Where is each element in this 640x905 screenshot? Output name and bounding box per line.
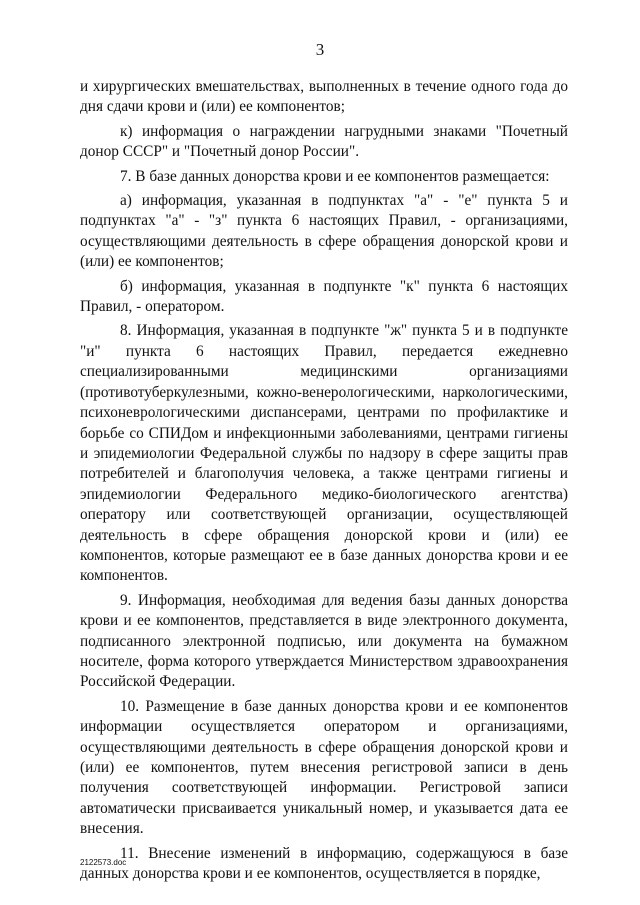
paragraph-subitem-k: к) информация о награждении нагрудными знаками "Почетный донор СССР" и "Почетный донор России". <box>80 122 568 161</box>
paragraph-item-11: 11. Внесение изменений в информацию, содержащуюся в базе данных донорства крови и ее компонентов, осуществляется в порядке, <box>80 844 568 883</box>
paragraph-item-7: 7. В базе данных донорства крови и ее компонентов размещается: <box>120 167 550 185</box>
paragraph-subitem-a: а) информация, указанная в подпунктах "а" - "е" пункта 5 и подпунктах "а" - "з" пункта 6 настоящих Правил, - организациями, осуществляющими деятельность в сфере обращения донорской крови и (или) ее компонентов; <box>80 192 568 271</box>
document-body <box>80 77 568 888</box>
paragraph-continuation: и хирургических вмешательствах, выполненных в течение одного года до дня сдачи крови и (или) ее компонентов; <box>80 78 568 116</box>
paragraph-item-10: 10. Размещение в базе данных донорства крови и ее компонентов информации осуществляется оператором и организациями, осуществляющими деятельность в сфере обращения донорской крови и (или) ее компонентов, путем внесения регистровой записи в день получения соответствующей информации. Регистровой записи автоматически присваивается уникальный номер, и указывается дата ее внесения. <box>80 697 568 838</box>
paragraph-subitem-b: б) информация, указанная в подпункте "к" пункта 6 настоящих Правил, - оператором. <box>80 277 568 316</box>
page-number: 3 <box>315 40 325 59</box>
paragraph-item-9: 9. Информация, необходимая для ведения базы данных донорства крови и ее компонентов, представляется в виде электронного документа, подписанного электронной подписью, или документа на бумажном носителе, форма которого утверждается Министерством здравоохранения Российской Федерации. <box>80 591 568 691</box>
footer-filename: 2122573.doc <box>80 858 127 867</box>
paragraph-item-8: 8. Информация, указанная в подпункте "ж" пункта 5 и в подпункте "и" пункта 6 настоящих Правил, передается ежедневно специализированными медицинскими организациями (противотуберкулезными, кожно-венерологическими, наркологическими, психоневрологическими диспансерами, центрами по профилактике и борьбе со СПИДом и инфекционными заболеваниями, центрами гигиены и эпидемиологии Федеральной службы по надзору в сфере защиты прав потребителей и благополучия человека, а также центрами гигиены и эпидемиологии Федерального медико-биологического агентства) оператору или соответствующей организации, осуществляющей деятельность в сфере обращения донорской крови и (или) ее компонентов, которые размещают ее в базе данных донорства крови и ее компонентов. <box>80 322 568 585</box>
